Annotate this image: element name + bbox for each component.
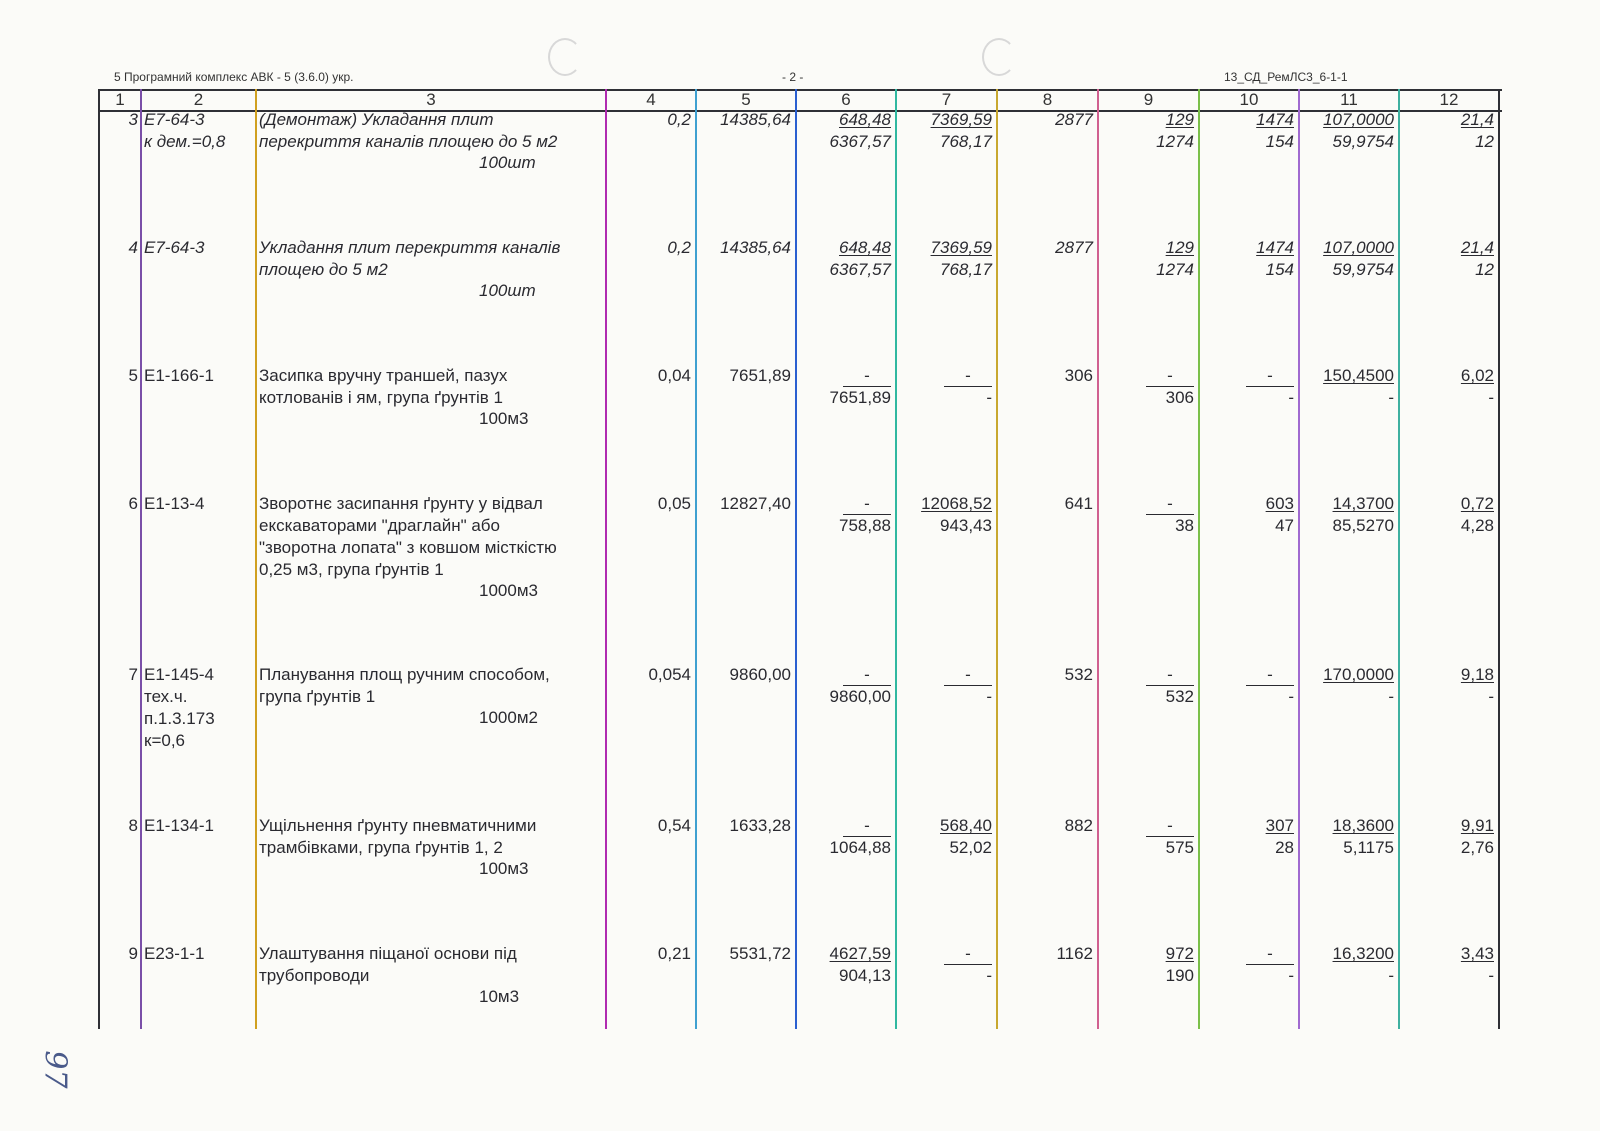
cell-col10-bottom: 47 xyxy=(1275,516,1294,535)
cell-col12-top: 9,18 xyxy=(1460,665,1494,684)
column-divider xyxy=(1398,89,1400,1029)
cell-col12-bottom: - xyxy=(1488,687,1494,706)
cell-col12-bottom: - xyxy=(1488,388,1494,407)
cell-col6-top: 4627,59 xyxy=(829,944,891,963)
punch-hole-mark xyxy=(982,38,1016,76)
row-description: Планування площ ручним способом, xyxy=(259,665,550,684)
row-unit: 100м3 xyxy=(479,409,529,428)
cell-col7-bottom: - xyxy=(986,966,992,985)
column-divider xyxy=(695,89,697,1029)
cell-col11-top: 18,3600 xyxy=(1332,816,1394,835)
cell-quantity: 0,054 xyxy=(648,665,691,684)
cell-col11-top: 150,4500 xyxy=(1323,366,1394,385)
cell-col6-bottom: 904,13 xyxy=(839,966,891,985)
column-number: 5 xyxy=(741,90,751,109)
row-number: 6 xyxy=(128,494,138,513)
cell-col9-top: - xyxy=(1097,815,1194,837)
cell-col11-bottom: - xyxy=(1388,966,1394,985)
row-description: 0,25 м3, група ґрунтів 1 xyxy=(259,560,444,579)
cell-col9-top: - xyxy=(1097,493,1194,515)
column-number: 3 xyxy=(426,90,436,109)
column-divider xyxy=(996,89,998,1029)
cell-col12-top: 6,02 xyxy=(1460,366,1494,385)
row-code: Е23-1-1 xyxy=(144,944,205,963)
header-document-code: 13_СД_РемЛС3_6-1-1 xyxy=(1224,70,1348,84)
cell-col11-bottom: - xyxy=(1388,388,1394,407)
cell-col12-top: 21,4 xyxy=(1460,238,1494,257)
cell-col10-bottom: - xyxy=(1288,687,1294,706)
cell-unit-cost: 14385,64 xyxy=(720,110,791,129)
cell-col11-top: 16,3200 xyxy=(1332,944,1394,963)
cell-unit-cost: 7651,89 xyxy=(729,366,791,385)
cell-col7-top: 12068,52 xyxy=(921,494,992,513)
cell-col11-bottom: 5,1175 xyxy=(1343,838,1394,857)
column-divider xyxy=(140,89,142,1029)
cell-col10-bottom: - xyxy=(1288,388,1294,407)
row-number: 3 xyxy=(128,110,138,129)
cell-col7-top: 7369,59 xyxy=(930,110,992,129)
cell-col6-bottom: 758,88 xyxy=(839,516,891,535)
cell-col12-top: 3,43 xyxy=(1460,944,1494,963)
cell-col11-top: 107,0000 xyxy=(1323,238,1394,257)
cell-total: 882 xyxy=(1064,816,1093,835)
column-number: 6 xyxy=(841,90,851,109)
header-page-number: - 2 - xyxy=(782,70,804,84)
cell-col7-top: - xyxy=(895,365,992,387)
cell-total: 1162 xyxy=(1056,944,1093,963)
cell-col9-top: 129 xyxy=(1165,110,1194,129)
cell-col7-bottom: - xyxy=(986,388,992,407)
estimate-table xyxy=(98,89,1538,1029)
row-code: к=0,6 xyxy=(144,731,185,750)
row-description: група ґрунтів 1 xyxy=(259,687,376,706)
column-divider xyxy=(255,89,257,1029)
column-divider xyxy=(1198,89,1200,1029)
row-unit: 1000м3 xyxy=(479,581,538,600)
column-number: 7 xyxy=(941,90,952,109)
cell-col7-top: 7369,59 xyxy=(930,238,992,257)
row-description: Ущільнення ґрунту пневматичними xyxy=(259,816,537,835)
cell-total: 2877 xyxy=(1055,110,1093,129)
column-divider xyxy=(98,89,100,1029)
row-number: 4 xyxy=(128,238,138,257)
column-number: 4 xyxy=(646,90,656,109)
cell-col6-bottom: 6367,57 xyxy=(829,132,891,151)
cell-col10-top: 603 xyxy=(1265,494,1294,513)
cell-col6-top: - xyxy=(795,815,891,837)
row-unit: 100м3 xyxy=(479,859,529,878)
row-code: Е1-134-1 xyxy=(144,816,214,835)
row-code: к дем.=0,8 xyxy=(144,132,226,151)
cell-col11-top: 14,3700 xyxy=(1332,494,1394,513)
cell-col9-top: - xyxy=(1097,664,1194,686)
cell-unit-cost: 1633,28 xyxy=(729,816,791,835)
cell-quantity: 0,21 xyxy=(657,944,691,963)
row-code: тех.ч. xyxy=(144,687,188,706)
row-unit: 100шт xyxy=(479,281,536,300)
cell-total: 532 xyxy=(1064,665,1093,684)
row-code: Е7-64-3 xyxy=(144,238,205,257)
column-number: 8 xyxy=(1042,90,1053,109)
cell-col7-top: - xyxy=(895,664,992,686)
cell-col7-bottom: - xyxy=(986,687,992,706)
cell-col9-bottom: 1274 xyxy=(1156,132,1194,151)
cell-quantity: 0,05 xyxy=(657,494,691,513)
cell-col11-bottom: 85,5270 xyxy=(1332,516,1394,535)
cell-quantity: 0,04 xyxy=(657,366,691,385)
row-number: 9 xyxy=(128,944,138,963)
cell-col10-bottom: 154 xyxy=(1265,132,1294,151)
cell-col10-top: 307 xyxy=(1265,816,1294,835)
cell-col10-bottom: - xyxy=(1288,966,1294,985)
column-number: 1 xyxy=(115,90,125,109)
cell-col10-top: 1474 xyxy=(1256,238,1294,257)
column-number: 11 xyxy=(1340,90,1358,109)
row-description: Укладання плит перекриття каналів xyxy=(259,238,561,257)
row-description: трамбівками, група ґрунтів 1, 2 xyxy=(259,838,503,857)
row-description: Улаштування піщаної основи під xyxy=(259,944,517,963)
cell-col9-top: - xyxy=(1097,365,1194,387)
cell-col9-bottom: 1274 xyxy=(1156,260,1194,279)
column-divider xyxy=(1097,89,1099,1029)
cell-col9-bottom: 575 xyxy=(1165,838,1194,857)
cell-col12-bottom: 12 xyxy=(1475,260,1494,279)
cell-col10-top: - xyxy=(1198,664,1294,686)
cell-col7-bottom: 52,02 xyxy=(949,838,992,857)
cell-col10-top: 1474 xyxy=(1256,110,1294,129)
cell-col6-top: 648,48 xyxy=(839,238,891,257)
row-code: Е1-145-4 xyxy=(144,665,214,684)
column-divider xyxy=(795,89,797,1029)
column-number: 9 xyxy=(1143,90,1154,109)
cell-col6-bottom: 7651,89 xyxy=(829,388,891,407)
cell-col6-bottom: 1064,88 xyxy=(829,838,891,857)
row-description: трубопроводи xyxy=(259,966,370,985)
cell-col11-bottom: 59,9754 xyxy=(1332,260,1394,279)
column-divider xyxy=(1498,89,1500,1029)
cell-unit-cost: 14385,64 xyxy=(720,238,791,257)
cell-col10-bottom: 28 xyxy=(1275,838,1294,857)
handwritten-page-number: 97 xyxy=(37,1050,73,1089)
cell-col12-bottom: - xyxy=(1488,966,1494,985)
row-description: котлованів і ям, група ґрунтів 1 xyxy=(259,388,504,407)
cell-col9-top: 972 xyxy=(1165,944,1194,963)
cell-col9-top: 129 xyxy=(1165,238,1194,257)
row-code: п.1.3.173 xyxy=(144,709,215,728)
row-description: "зворотна лопата" з ковшом місткістю xyxy=(259,538,557,557)
cell-col6-top: - xyxy=(795,365,891,387)
cell-col12-bottom: 4,28 xyxy=(1460,516,1494,535)
row-number: 7 xyxy=(128,665,138,684)
cell-col7-bottom: 768,17 xyxy=(940,132,992,151)
cell-total: 2877 xyxy=(1055,238,1093,257)
cell-col7-top: - xyxy=(895,943,992,965)
row-description: екскаваторами "драглайн" або xyxy=(259,516,500,535)
row-description: Зворотнє засипання ґрунту у відвал xyxy=(259,494,543,513)
cell-col7-bottom: 943,43 xyxy=(940,516,992,535)
cell-col11-top: 170,0000 xyxy=(1323,665,1394,684)
cell-col11-bottom: 59,9754 xyxy=(1332,132,1394,151)
header-software-name: 5 Програмний комплекс АВК - 5 (3.6.0) укр. xyxy=(114,70,354,84)
cell-unit-cost: 12827,40 xyxy=(720,494,791,513)
cell-col10-top: - xyxy=(1198,365,1294,387)
cell-col9-bottom: 306 xyxy=(1165,388,1194,407)
cell-total: 306 xyxy=(1064,366,1093,385)
cell-col12-top: 9,91 xyxy=(1460,816,1494,835)
cell-quantity: 0,2 xyxy=(667,110,691,129)
cell-col6-bottom: 9860,00 xyxy=(829,687,891,706)
row-code: Е1-13-4 xyxy=(144,494,205,513)
row-unit: 1000м2 xyxy=(479,708,538,727)
cell-col10-top: - xyxy=(1198,943,1294,965)
cell-unit-cost: 9860,00 xyxy=(729,665,791,684)
row-description: перекриття каналів площею до 5 м2 xyxy=(259,132,558,151)
column-divider xyxy=(605,89,607,1029)
cell-col7-top: 568,40 xyxy=(940,816,992,835)
row-description: (Демонтаж) Укладання плит xyxy=(259,110,494,129)
cell-col12-top: 0,72 xyxy=(1460,494,1494,513)
row-description: площею до 5 м2 xyxy=(259,260,388,279)
row-number: 5 xyxy=(128,366,138,385)
punch-hole-mark xyxy=(548,38,582,76)
row-code: Е1-166-1 xyxy=(144,366,214,385)
row-unit: 100шт xyxy=(479,153,536,172)
cell-col10-bottom: 154 xyxy=(1265,260,1294,279)
cell-col6-top: - xyxy=(795,493,891,515)
column-divider xyxy=(1298,89,1300,1029)
cell-col12-bottom: 2,76 xyxy=(1460,838,1494,857)
row-number: 8 xyxy=(128,816,138,835)
cell-col6-bottom: 6367,57 xyxy=(829,260,891,279)
cell-col9-bottom: 190 xyxy=(1165,966,1194,985)
cell-col9-bottom: 532 xyxy=(1165,687,1194,706)
cell-unit-cost: 5531,72 xyxy=(729,944,791,963)
cell-col12-top: 21,4 xyxy=(1460,110,1494,129)
cell-col11-bottom: - xyxy=(1388,687,1394,706)
row-code: Е7-64-3 xyxy=(144,110,205,129)
row-unit: 10м3 xyxy=(479,987,520,1006)
cell-quantity: 0,2 xyxy=(667,238,691,257)
column-number: 10 xyxy=(1239,90,1259,109)
cell-col11-top: 107,0000 xyxy=(1323,110,1394,129)
cell-col12-bottom: 12 xyxy=(1475,132,1494,151)
cell-col7-bottom: 768,17 xyxy=(940,260,992,279)
column-number: 12 xyxy=(1439,90,1459,109)
cell-col9-bottom: 38 xyxy=(1175,516,1194,535)
column-number: 2 xyxy=(193,90,204,109)
column-divider xyxy=(895,89,897,1029)
cell-total: 641 xyxy=(1064,494,1093,513)
cell-col6-top: - xyxy=(795,664,891,686)
cell-quantity: 0,54 xyxy=(657,816,691,835)
cell-col6-top: 648,48 xyxy=(839,110,891,129)
row-description: Засипка вручну траншей, пазух xyxy=(259,366,508,385)
